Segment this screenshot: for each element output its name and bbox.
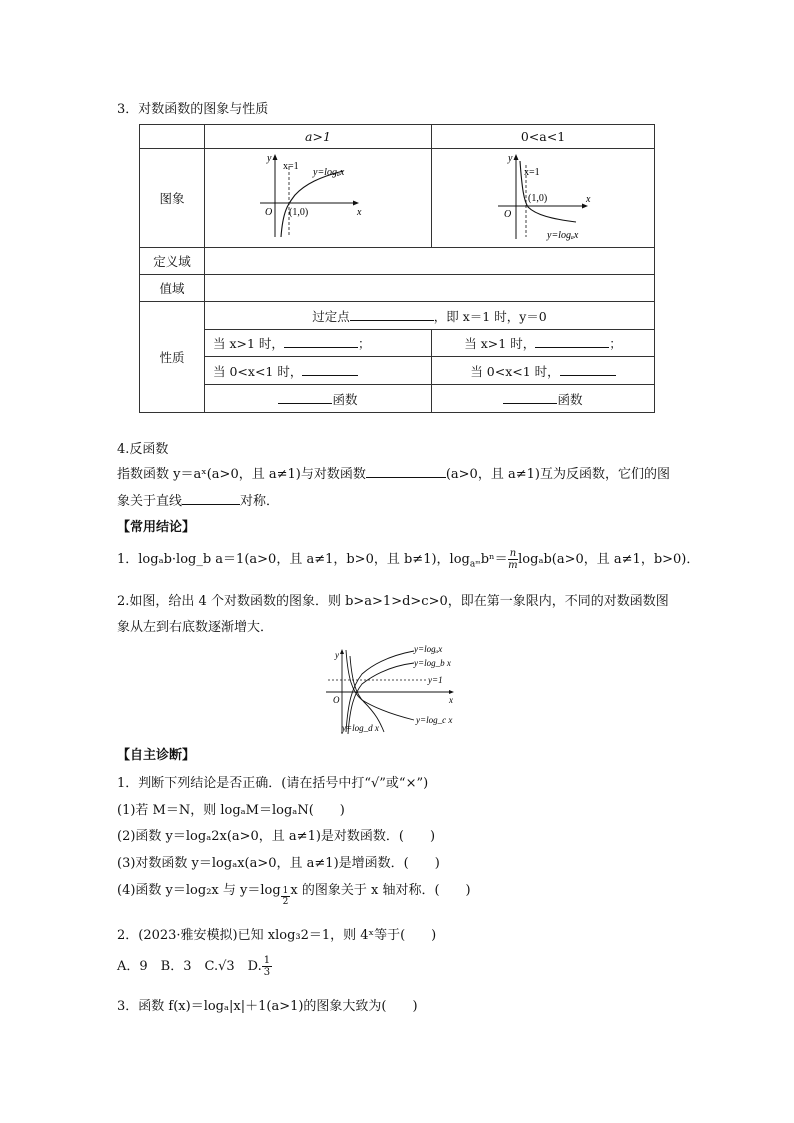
func-word: 函数 bbox=[557, 391, 583, 407]
blank-right-gt[interactable] bbox=[535, 335, 609, 348]
log-curve bbox=[281, 171, 343, 237]
label-log-b: y=log_b x bbox=[414, 658, 451, 668]
origin-label: O bbox=[333, 695, 340, 705]
blank-right-between[interactable] bbox=[560, 363, 616, 376]
fraction-half: $\frac{1}{2}$ bbox=[282, 886, 289, 907]
section4-text1b: (a>0，且 a≠1)互为反函数，它们的图 bbox=[445, 467, 670, 482]
conclusion-1a: 1．logₐb·log_b a＝1(a>0，且 a≠1，b>0，且 b≠1)，log bbox=[117, 552, 470, 567]
blank-symmetry-line[interactable] bbox=[182, 492, 240, 505]
properties-table bbox=[139, 124, 655, 413]
y-arrow bbox=[340, 649, 344, 654]
graph-a-gt-1 bbox=[205, 149, 432, 248]
right-x-between-label: 当 0<x<1 时， bbox=[470, 363, 560, 379]
blank-right-func[interactable] bbox=[503, 391, 557, 404]
label-log-a: y=logₐx bbox=[414, 644, 443, 654]
point-label: (1,0) bbox=[528, 193, 548, 204]
fraction-n-over-m: $\frac{n}{m}$ bbox=[508, 548, 518, 571]
y-arrow bbox=[514, 154, 519, 160]
x-label: x bbox=[357, 207, 362, 218]
blank-left-func[interactable] bbox=[278, 391, 332, 404]
x-arrow bbox=[353, 201, 359, 206]
log-graph-increasing bbox=[205, 149, 431, 244]
curve-log-d bbox=[350, 656, 384, 732]
left-x-between-cell bbox=[205, 357, 432, 385]
diagnosis-q1-3: (3)对数函数 y＝logₐx(a>0，且 a≠1)是增函数．( ) bbox=[117, 856, 440, 871]
label-log-d: y=log_d x bbox=[342, 723, 379, 733]
blank-inverse-func[interactable] bbox=[366, 465, 446, 478]
graph-a-lt-1 bbox=[432, 149, 655, 248]
left-x-gt-1-label: 当 x>1 时， bbox=[213, 336, 284, 351]
table-corner bbox=[140, 125, 205, 149]
blank-fixed-point[interactable] bbox=[350, 308, 434, 321]
q2-options-abc: A．9 B．3 C.√3 D. bbox=[117, 959, 262, 974]
conclusions-title: 【常用结论】 bbox=[117, 520, 196, 535]
conclusion-item-2-line2: 象从左到右底数逐渐增大． bbox=[117, 620, 274, 635]
row-props-label: 性质 bbox=[140, 302, 205, 413]
blank-left-gt[interactable] bbox=[284, 335, 358, 348]
header-a-lt-1: 0<a<1 bbox=[432, 125, 655, 149]
y-label: y bbox=[335, 650, 339, 660]
conclusion-1-sub: aᵐ bbox=[469, 559, 481, 570]
right-x-gt-1-label: 当 x>1 时， bbox=[464, 336, 536, 351]
conclusion-1b: bⁿ＝ bbox=[480, 552, 508, 567]
origin-label: O bbox=[265, 207, 273, 218]
curve-label: y=logₐx bbox=[547, 230, 579, 241]
section4-title: 4.反函数 bbox=[117, 442, 169, 457]
header-a-gt-1: a>1 bbox=[205, 125, 432, 149]
point-label: (1,0) bbox=[289, 207, 309, 218]
left-x-gt-1-cell bbox=[205, 330, 432, 357]
func-word: 函数 bbox=[332, 391, 358, 407]
semicolon: ； bbox=[357, 336, 371, 351]
conclusion-1c: logₐb(a>0，且 a≠1，b>0)． bbox=[518, 552, 700, 567]
right-monotonic-cell bbox=[432, 385, 655, 413]
log-graph-decreasing bbox=[432, 149, 654, 244]
left-x-between-label: 当 0<x<1 时， bbox=[213, 363, 303, 379]
x-eq-1-label: x=1 bbox=[524, 167, 540, 178]
right-x-gt-1-cell bbox=[432, 330, 655, 357]
q1-4b: x 的图象关于 x 轴对称．( ) bbox=[290, 883, 471, 898]
label-log-c: y=log_c x bbox=[416, 715, 453, 725]
x-label: x bbox=[449, 695, 453, 705]
section3-title: 3．对数函数的图象与性质 bbox=[117, 102, 269, 117]
diagnosis-q3: 3．函数 f(x)＝logₐ|x|＋1(a>1)的图象大致为( ) bbox=[117, 999, 418, 1014]
section4-line1 bbox=[117, 463, 670, 482]
y-label: y bbox=[267, 153, 272, 164]
curve-log-c bbox=[346, 650, 414, 720]
range-cell bbox=[205, 275, 655, 302]
fixed-point-cell bbox=[205, 302, 655, 330]
diagnosis-q1: 1．判断下列结论是否正确．(请在括号中打“√”或“×”) bbox=[117, 776, 429, 791]
fixed-point-suffix: ，即 x＝1 时，y＝0 bbox=[433, 308, 547, 324]
section4-text2a: 象关于直线 bbox=[117, 494, 183, 509]
domain-cell bbox=[205, 248, 655, 275]
diagnosis-title: 【自主诊断】 bbox=[117, 748, 196, 763]
row-range-label: 值域 bbox=[140, 275, 205, 302]
conclusion-item-2-line1: 2.如图，给出 4 个对数函数的图象．则 b>a>1>d>c>0，即在第一象限内，不同的对数函数图 bbox=[117, 594, 669, 609]
semicolon: ； bbox=[609, 336, 622, 351]
diagnosis-q1-4 bbox=[117, 879, 471, 907]
origin-label: O bbox=[504, 209, 512, 220]
section4-text1a: 指数函数 y＝aˣ(a>0，且 a≠1)与对数函数 bbox=[117, 467, 366, 482]
right-x-between-cell bbox=[432, 357, 655, 385]
blank-left-between[interactable] bbox=[302, 363, 358, 376]
conclusion-item-1 bbox=[117, 548, 699, 571]
section4-text2b: 对称． bbox=[240, 494, 280, 509]
row-domain-label: 定义域 bbox=[140, 248, 205, 275]
y-arrow bbox=[273, 154, 278, 160]
y-label: y bbox=[508, 153, 513, 164]
diagnosis-q2-options bbox=[117, 955, 272, 978]
row-graph-label: 图象 bbox=[140, 149, 205, 248]
label-y-1: y=1 bbox=[428, 675, 443, 685]
x-arrow bbox=[449, 690, 454, 694]
curve-log-a bbox=[346, 651, 414, 732]
x-eq-1-label: x=1 bbox=[283, 161, 299, 172]
fixed-point-prefix: 过定点 bbox=[312, 308, 350, 324]
fraction-one-third: $\frac{1}{3}$ bbox=[263, 955, 271, 978]
q1-4a: (4)函数 y＝log₂x 与 y＝log bbox=[117, 883, 281, 898]
left-monotonic-cell bbox=[205, 385, 432, 413]
diagnosis-q1-1: (1)若 M＝N，则 logₐM＝logₐN( ) bbox=[117, 803, 345, 818]
section4-line2 bbox=[117, 490, 279, 509]
four-log-figure bbox=[318, 642, 468, 738]
four-log-graph bbox=[318, 642, 468, 738]
curve-label: y=logₐx bbox=[313, 167, 345, 178]
diagnosis-q1-2: (2)函数 y＝logₐ2x(a>0，且 a≠1)是对数函数．( ) bbox=[117, 829, 436, 844]
x-label: x bbox=[586, 194, 591, 205]
diagnosis-q2: 2．(2023·雅安模拟)已知 xlog₃2＝1，则 4ˣ等于( ) bbox=[117, 928, 437, 943]
